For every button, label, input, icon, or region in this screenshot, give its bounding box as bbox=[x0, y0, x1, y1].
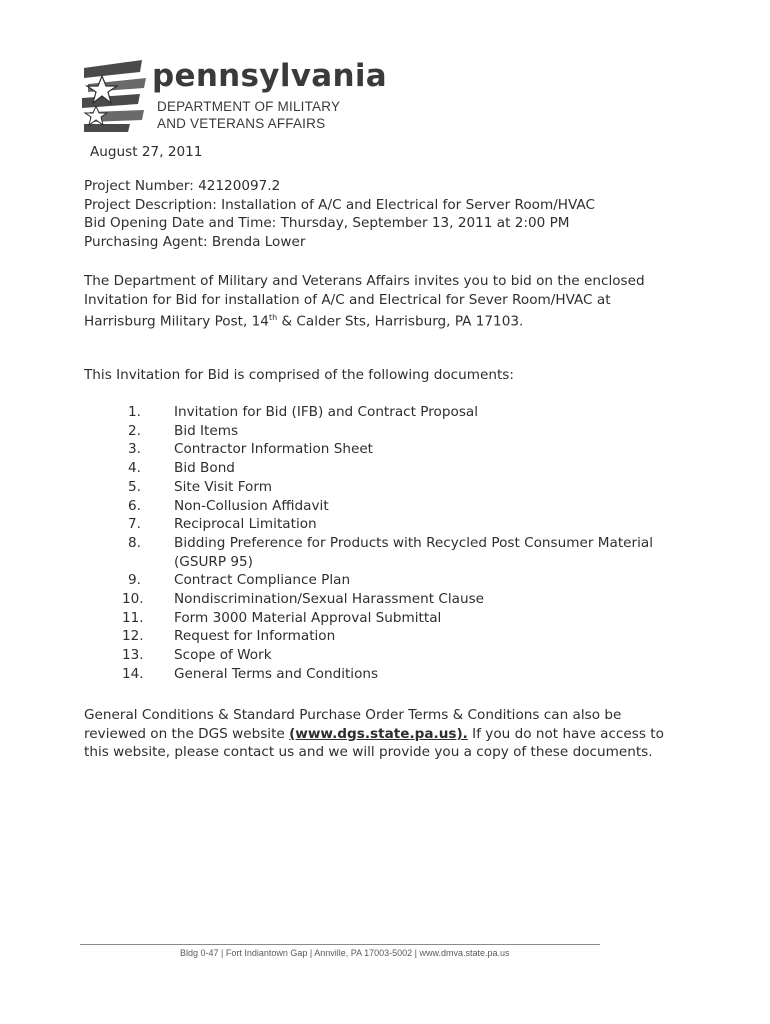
list-item-text: Non-Collusion Affidavit bbox=[174, 497, 329, 514]
list-item-text: Scope of Work bbox=[174, 647, 272, 664]
project-description: Project Description: Installation of A/C and Electrical for Server Room/HVAC bbox=[84, 196, 595, 213]
list-item bbox=[128, 403, 688, 422]
list-item-text: Site Visit Form bbox=[174, 478, 272, 495]
list-item-number: 10. bbox=[122, 591, 144, 608]
list-item bbox=[128, 497, 688, 516]
list-item-number: 3. bbox=[128, 441, 141, 458]
list-item-text: Reciprocal Limitation bbox=[174, 516, 317, 533]
documents-intro: This Invitation for Bid is comprised of the following documents: bbox=[84, 367, 514, 383]
dept-line-2: AND VETERANS AFFAIRS bbox=[157, 116, 326, 131]
list-item bbox=[128, 534, 688, 571]
list-item bbox=[128, 571, 688, 590]
list-item-text: Nondiscrimination/Sexual Harassment Clause bbox=[174, 591, 485, 608]
list-item-text: Request for Information bbox=[174, 628, 336, 645]
list-item-number: 13. bbox=[122, 647, 144, 664]
list-item-text: Contract Compliance Plan bbox=[174, 572, 351, 589]
list-item bbox=[122, 590, 688, 609]
project-number: Project Number: 42120097.2 bbox=[84, 178, 281, 194]
list-item bbox=[128, 515, 688, 534]
list-item-number: 12. bbox=[122, 628, 144, 645]
list-item bbox=[128, 440, 688, 459]
conditions-text: General Conditions & Standard Purchase Order Terms & Conditions can also be reviewed on the DGS website bbox=[84, 707, 622, 742]
letter-date: August 27, 2011 bbox=[90, 144, 203, 160]
list-item-number: 5. bbox=[128, 478, 141, 495]
footer-address: Bldg 0-47 | Fort Indiantown Gap | Annville, PA 17003-5002 | www.dmva.state.pa.us bbox=[180, 948, 510, 958]
documents-list bbox=[122, 403, 688, 684]
conditions-contact: If you do not have access to this website, please contact us and we will provide you a copy of these documents. bbox=[84, 725, 664, 761]
list-item bbox=[122, 646, 688, 665]
dgs-website-link[interactable]: (www.dgs.state.pa.us). bbox=[289, 725, 468, 742]
general-conditions-paragraph bbox=[84, 706, 684, 762]
list-item bbox=[122, 627, 688, 646]
invitation-text: The Department of Military and Veterans Affairs invites you to bid on the enclosed Invitation for Bid for installation of A/C and Electrical for Sever Room/HVAC at Harrisburg Military Post, 14 bbox=[84, 273, 645, 330]
list-item-text: Form 3000 Material Approval Submittal bbox=[174, 609, 442, 626]
purchasing-agent: Purchasing Agent: Brenda Lower bbox=[84, 234, 306, 251]
list-item-number: 9. bbox=[128, 572, 141, 589]
list-item-text: Bid Items bbox=[174, 422, 239, 439]
list-item bbox=[122, 609, 688, 628]
list-item-text: Contractor Information Sheet bbox=[174, 441, 374, 458]
list-item-number: 2. bbox=[128, 422, 141, 439]
list-item-text: Bid Bond bbox=[174, 460, 235, 477]
list-item bbox=[122, 665, 688, 684]
list-item-number: 8. bbox=[128, 534, 141, 551]
list-item-number: 7. bbox=[128, 516, 141, 533]
invitation-paragraph bbox=[84, 272, 684, 332]
invitation-address: & Calder Sts, Harrisburg, PA 17103. bbox=[277, 313, 524, 330]
list-item bbox=[128, 478, 688, 497]
project-info bbox=[84, 177, 724, 252]
list-item bbox=[128, 459, 688, 478]
footer-divider bbox=[80, 944, 600, 945]
list-item-number: 14. bbox=[122, 665, 144, 682]
list-item-number: 4. bbox=[128, 460, 141, 477]
list-item-text: Invitation for Bid (IFB) and Contract Proposal bbox=[174, 404, 479, 420]
flag-star-icon bbox=[80, 58, 148, 134]
list-item bbox=[128, 422, 688, 441]
list-item-number: 11. bbox=[122, 609, 144, 626]
logo-wordmark: pennsylvania bbox=[152, 58, 387, 94]
list-item-text: General Terms and Conditions bbox=[174, 665, 379, 682]
logo-department bbox=[157, 98, 340, 132]
list-item-number: 1. bbox=[128, 404, 141, 420]
pa-dmva-logo bbox=[80, 58, 387, 136]
list-item-text: Bidding Preference for Products with Recycled Post Consumer Material (GSURP 95) bbox=[174, 534, 653, 570]
bid-opening: Bid Opening Date and Time: Thursday, September 13, 2011 at 2:00 PM bbox=[84, 215, 570, 232]
ordinal-suffix: th bbox=[268, 313, 278, 323]
list-item-number: 6. bbox=[128, 497, 141, 514]
dept-line-1: DEPARTMENT OF MILITARY bbox=[157, 99, 341, 114]
